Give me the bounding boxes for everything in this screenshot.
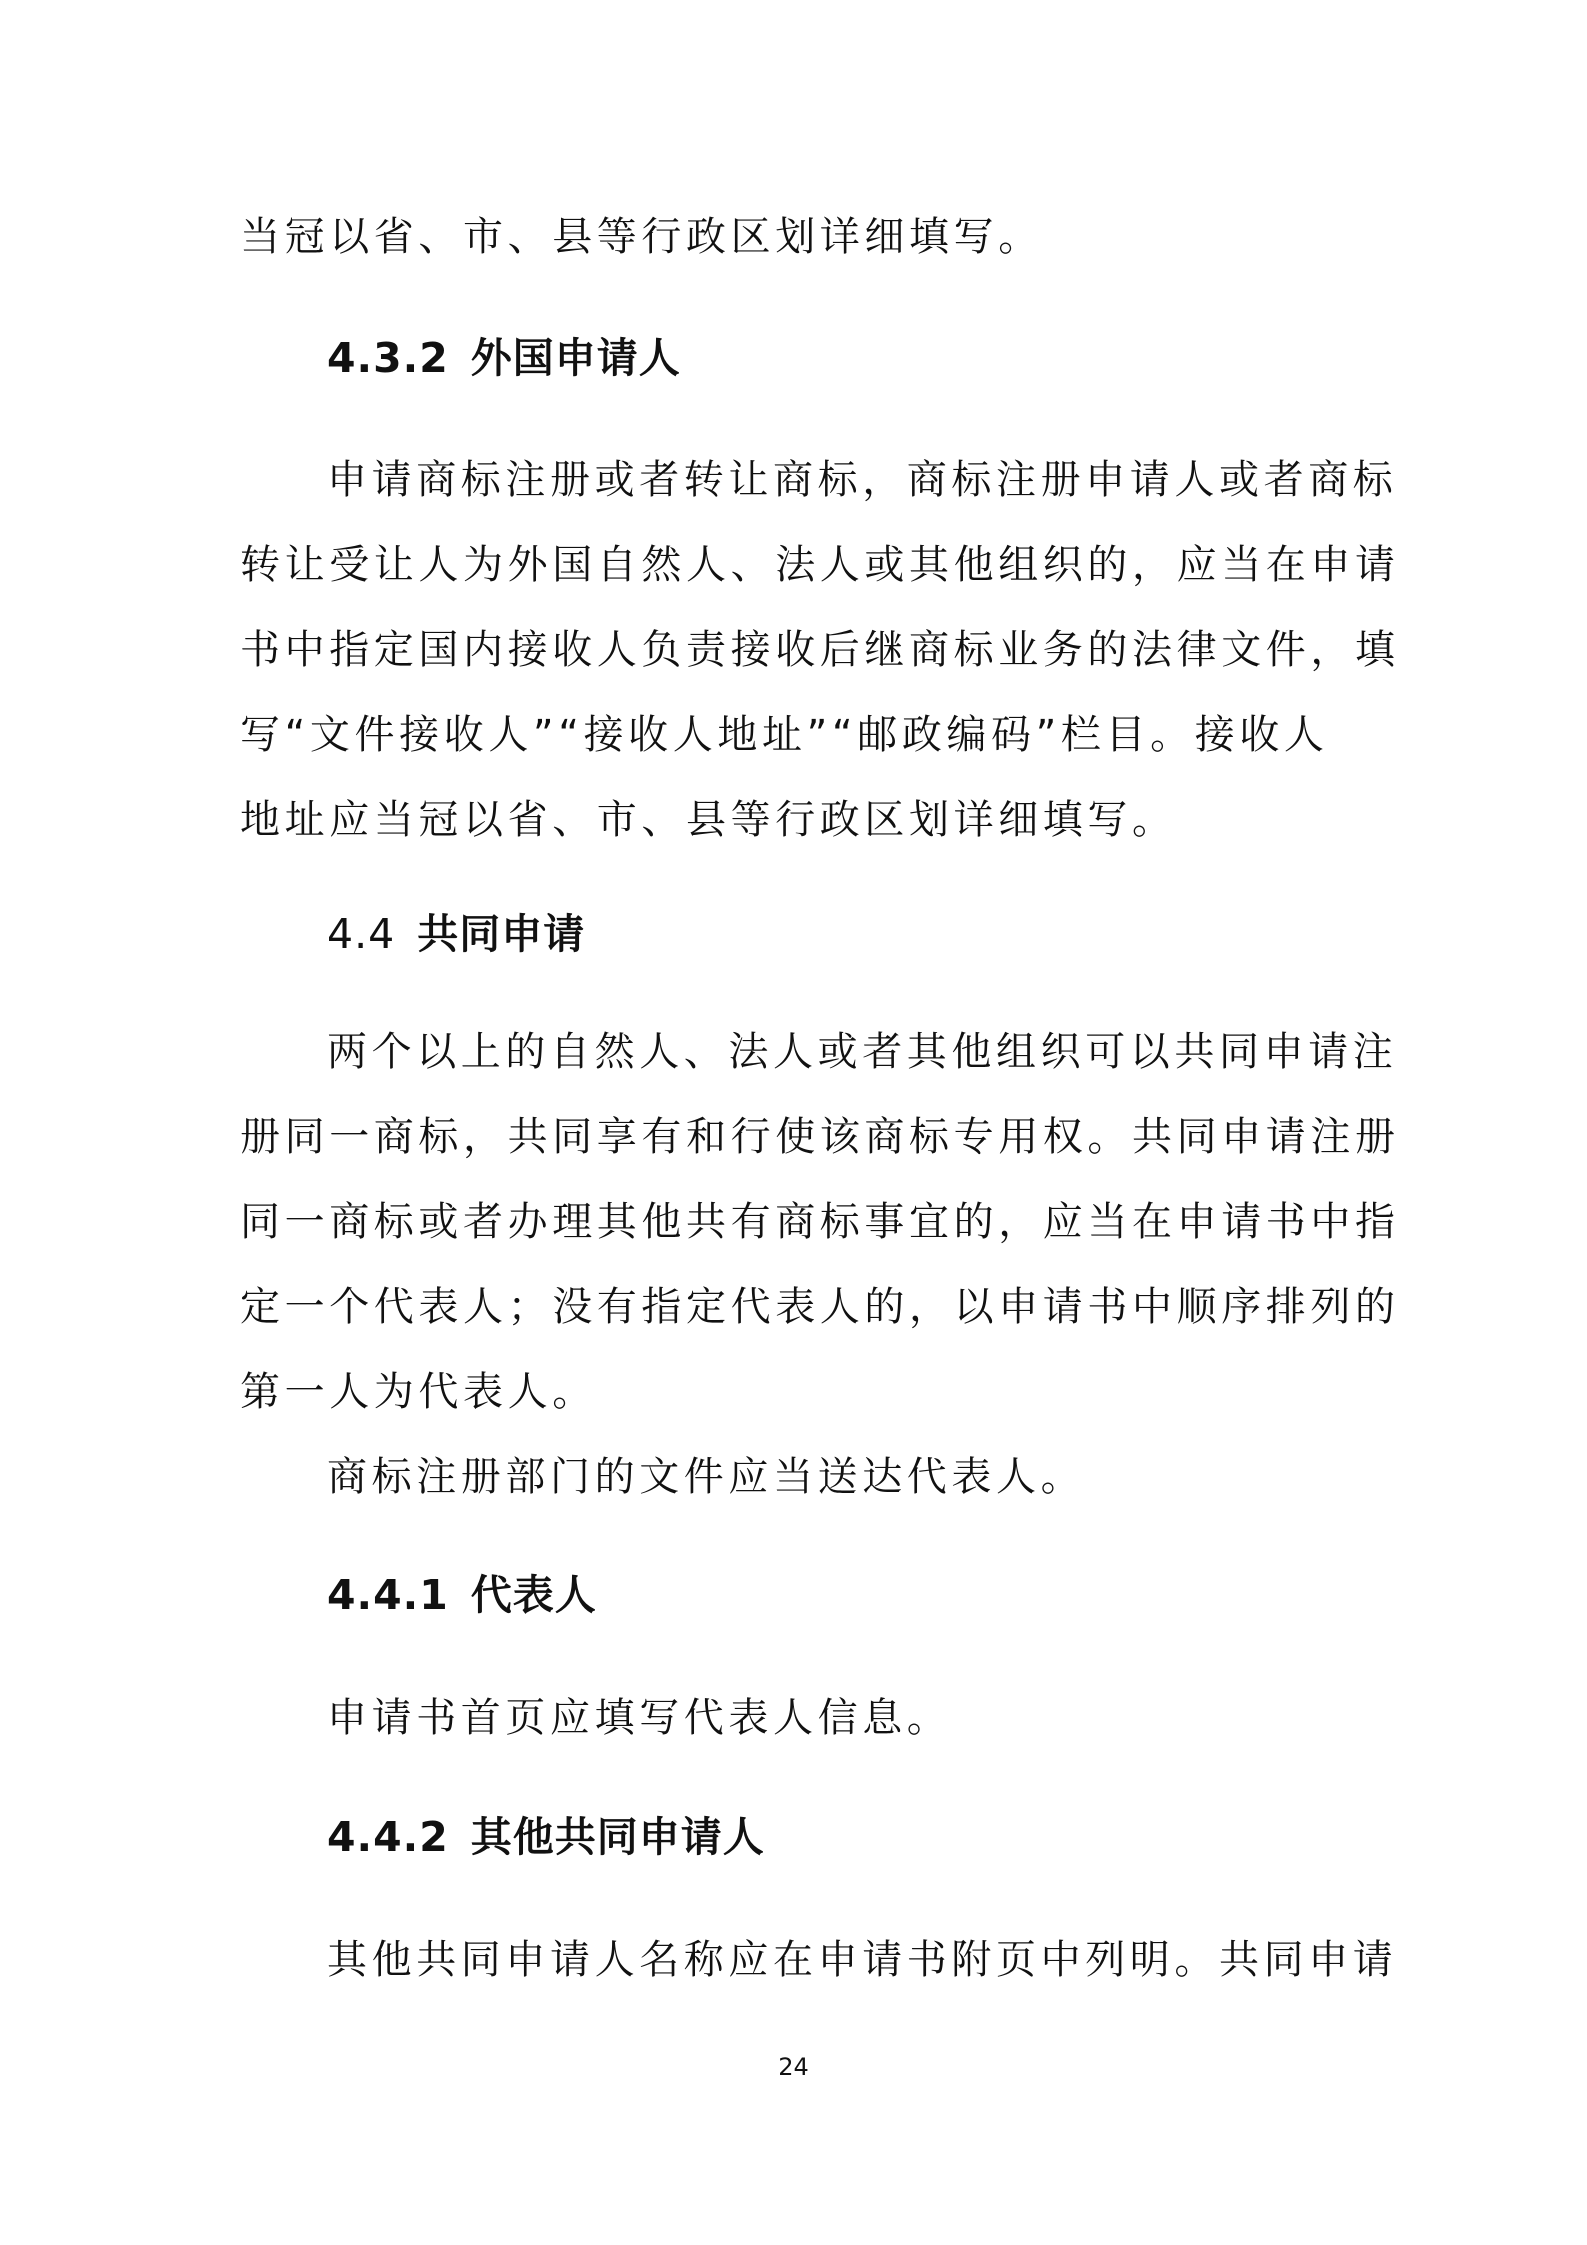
paragraph-line: 书中指定国内接收人负责接收后继商标业务的法律文件，填: [240, 627, 1400, 673]
section-title: 其他共同申请人: [470, 1813, 765, 1861]
paragraph-line: 册同一商标，共同享有和行使该商标专用权。共同申请注册: [240, 1114, 1400, 1160]
section-number: 4.4.2: [327, 1813, 449, 1861]
paragraph-line: 同一商标或者办理其他共有商标事宜的，应当在申请书中指: [240, 1199, 1400, 1245]
section-title: 共同申请: [417, 910, 586, 958]
paragraph-line: 定一个代表人；没有指定代表人的，以申请书中顺序排列的: [240, 1284, 1400, 1330]
paragraph-line: 申请书首页应填写代表人信息。: [327, 1695, 952, 1741]
paragraph-line: 写“文件接收人”“接收人地址”“邮政编码”栏目。接收人: [240, 712, 1329, 758]
section-number: 4.3.2: [327, 334, 449, 382]
paragraph-line: 当冠以省、市、县等行政区划详细填写。: [240, 214, 1043, 260]
paragraph-line: 转让受让人为外国自然人、法人或其他组织的，应当在申请: [240, 542, 1400, 588]
paragraph-line: 申请商标注册或者转让商标，商标注册申请人或者商标: [327, 457, 1398, 503]
section-heading-4-4: [327, 909, 585, 959]
paragraph-line: 其他共同申请人名称应在申请书附页中列明。共同申请: [327, 1937, 1398, 1983]
page-number: 24: [778, 2053, 809, 2081]
paragraph-line: 两个以上的自然人、法人或者其他组织可以共同申请注: [327, 1029, 1398, 1075]
section-heading-4-4-1: [327, 1570, 597, 1620]
section-title: 外国申请人: [470, 334, 681, 382]
paragraph-line: 第一人为代表人。: [240, 1369, 597, 1415]
paragraph-line: 地址应当冠以省、市、县等行政区划详细填写。: [240, 797, 1177, 843]
section-title: 代表人: [470, 1571, 597, 1619]
section-number: 4.4.1: [327, 1571, 449, 1619]
section-number: 4.4: [327, 910, 396, 958]
section-heading-4-4-2: [327, 1812, 765, 1862]
section-heading-4-3-2: [327, 333, 681, 383]
paragraph-line: 商标注册部门的文件应当送达代表人。: [327, 1454, 1086, 1500]
